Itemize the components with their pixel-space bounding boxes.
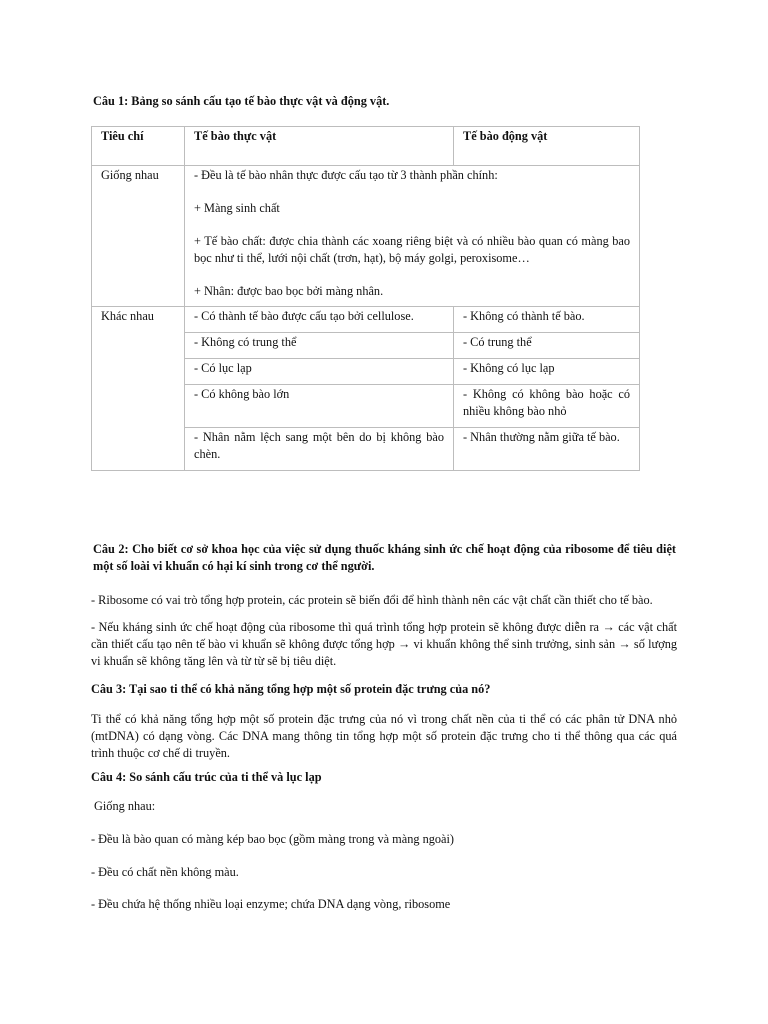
header-plant-cell: Tế bào thực vật [185, 127, 454, 166]
q4-heading: Câu 4: So sánh cấu trúc của ti thể và lục lạp [91, 770, 322, 784]
q4-paragraph-2: - Đều có chất nền không màu. [91, 865, 239, 879]
q4-paragraph-1: - Đều là bào quan có màng kép bao bọc (gồm màng trong và màng ngoài) [91, 832, 454, 846]
animal-difference: - Không có lục lạp [454, 359, 640, 385]
plant-difference: - Có không bào lớn [185, 385, 454, 428]
similarity-line: + Tế bào chất: được chia thành các xoang riêng biệt và có nhiều bào quan có màng bao bọc như ti thể, lưới nội chất (trơn, hạt), bộ máy golgi, peroxisome… [194, 234, 630, 265]
animal-difference: - Không có không bào hoặc có nhiều không bào nhỏ [454, 385, 640, 428]
similarities-content [185, 166, 640, 307]
table-row-similarities [92, 166, 640, 307]
animal-difference: - Không có thành tế bào. [454, 307, 640, 333]
differences-label: Khác nhau [92, 307, 185, 471]
q3-heading: Câu 3: Tại sao ti thể có khả năng tổng hợp một số protein đặc trưng của nó? [91, 682, 491, 696]
animal-difference: - Có trung thể [454, 333, 640, 359]
animal-difference: - Nhân thường nằm giữa tế bào. [454, 428, 640, 471]
similarities-label: Giống nhau [92, 166, 185, 307]
q2-paragraph-1: - Ribosome có vai trò tổng hợp protein, các protein sẽ biến đổi để hình thành nên các vật chất cần thiết cho tế bào. [91, 593, 653, 607]
plant-difference: - Có thành tế bào được cấu tạo bởi cellulose. [185, 307, 454, 333]
similarity-line: - Đều là tế bào nhân thực được cấu tạo từ 3 thành phần chính: [194, 168, 498, 182]
q2-heading: Câu 2: Cho biết cơ sở khoa học của việc sử dụng thuốc kháng sinh ức chế hoạt động của ribosome để tiêu diệt một số loài vi khuẩn có hại kí sinh trong cơ thể người. [93, 542, 676, 573]
similarity-line: + Màng sinh chất [194, 201, 280, 215]
plant-difference: - Không có trung thể [185, 333, 454, 359]
plant-difference: - Có lục lạp [185, 359, 454, 385]
comparison-table [91, 126, 640, 471]
header-criteria: Tiêu chí [92, 127, 185, 166]
q1-heading: Câu 1: Bảng so sánh cấu tạo tế bào thực vật và động vật. [93, 94, 390, 108]
header-animal-cell: Tế bào động vật [454, 127, 640, 166]
q3-paragraph: Ti thể có khả năng tổng hợp một số protein đặc trưng của nó vì trong chất nền của ti thể có các phân tử DNA nhỏ (mtDNA) có dạng vòng. Các DNA mang thông tin tổng hợp một số protein đặc trưng cho ti thể thông qua các quá trình thuộc cơ chế di truyền. [91, 712, 677, 760]
table-header-row [92, 127, 640, 166]
table-row-difference [92, 307, 640, 333]
q4-similarities-label: Giống nhau: [94, 799, 156, 813]
similarity-line: + Nhân: được bao bọc bởi màng nhân. [194, 284, 384, 298]
plant-difference: - Nhân nằm lệch sang một bên do bị không bào chèn. [185, 428, 454, 471]
q2-paragraph-2: - Nếu kháng sinh ức chế hoạt động của ribosome thì quá trình tổng hợp protein sẽ không được diễn ra → các vật chất cần thiết cấu tạo nên tế bào vi khuẩn sẽ không được tổng hợp → vi khuẩn không thể sinh trưởng, sinh sản → số lượng vi khuẩn sẽ không tăng lên và từ từ sẽ bị tiêu diệt. [91, 620, 677, 668]
q4-paragraph-3: - Đều chứa hệ thống nhiều loại enzyme; chứa DNA dạng vòng, ribosome [91, 897, 451, 911]
